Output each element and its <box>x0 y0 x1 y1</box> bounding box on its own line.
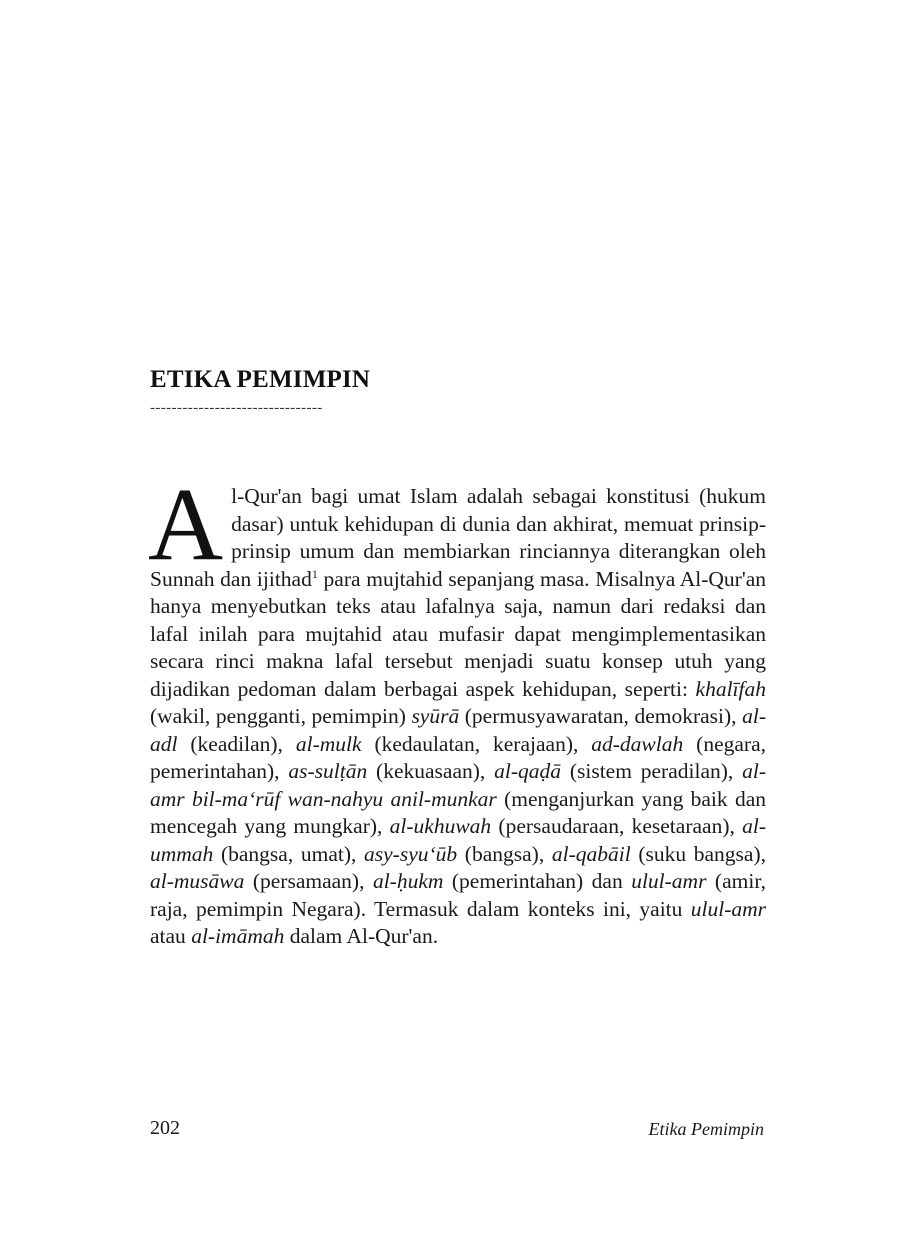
text-run: (sistem peradilan), <box>561 759 743 783</box>
running-head: Etika Pemimpin <box>648 1119 764 1139</box>
italic-term: asy-syu‘ūb <box>364 841 458 866</box>
italic-term: syūrā <box>411 704 460 728</box>
italic-term: ad-dawlah <box>591 731 684 756</box>
page-number: 202 <box>150 1117 180 1139</box>
text-run: l-Qur'an bagi umat Islam adalah sebagai konstitusi (hukum dasar) untuk kehidupan di dunia dan akhirat, memuat prinsip-prinsip umum dan membiarkan rinciannya diterangkan oleh Sunnah dan ijithad <box>150 484 766 591</box>
footnote-marker: 1 <box>311 566 318 581</box>
text-run: (kedaulatan, kerajaan), <box>361 731 592 756</box>
text-run: (suku bangsa), <box>630 841 766 866</box>
italic-term: as-sulṭān <box>288 759 368 783</box>
italic-term: al-imāmah <box>191 924 285 948</box>
italic-term: al-mulk <box>295 731 362 756</box>
italic-term: al-musāwa <box>150 869 245 893</box>
text-run: atau <box>150 924 192 948</box>
title-underline-rule: -------------------------------- <box>150 400 323 416</box>
italic-term: al-ukhuwah <box>389 814 492 838</box>
text-run: (negara, pemerintahan), <box>150 731 766 783</box>
text-run: (keadilan), <box>177 731 296 756</box>
text-run: (menganjurkan yang baik dan mencegah yang mungkar), <box>150 786 766 838</box>
drop-cap: A <box>148 467 224 582</box>
italic-term: al-qaḍā <box>494 759 561 783</box>
italic-term: al-adl <box>150 704 766 756</box>
text-run: (bangsa, umat), <box>213 841 365 866</box>
body-paragraph <box>148 467 767 951</box>
italic-term: ulul-amr <box>690 896 766 921</box>
paragraph-text <box>148 467 767 951</box>
text-run: dalam Al-Qur'an. <box>284 924 439 948</box>
text-run: (persaudaraan, kesetaraan), <box>491 814 743 838</box>
text-run: (amir, raja, pemimpin Negara). Termasuk dalam konteks ini, yaitu <box>150 869 767 921</box>
italic-term: al-ḥukm <box>372 869 444 893</box>
text-run: para mujtahid sepanjang masa. Misalnya Al-Qur'an hanya menyebutkan teks atau lafalnya saja, namun dari redaksi dan lafal inilah para mujtahid atau mufasir dapat mengimplementasikan secara rinci makna lafal tersebut menjadi suatu konsep utuh yang dijadikan pedoman dalam berbagai aspek kehidupan, seperti: <box>150 566 767 701</box>
italic-term: al-qabāil <box>551 841 631 866</box>
italic-term: khalīfah <box>695 676 766 701</box>
italic-term: ulul-amr <box>631 869 707 893</box>
text-run: (kekuasaan), <box>367 759 495 783</box>
italic-term: al-amr bil-ma‘rūf wan-nahyu anil-munkar <box>150 759 766 811</box>
text-run: (bangsa), <box>457 841 552 866</box>
text-run: (wakil, pengganti, pemimpin) <box>150 704 412 728</box>
chapter-title: ETIKA PEMIMPIN <box>150 366 371 393</box>
text-run: (permusyawaratan, demokrasi), <box>459 704 743 728</box>
text-run: (pemerintahan) dan <box>443 869 632 893</box>
italic-term: al-ummah <box>150 814 766 866</box>
text-run: (persamaan), <box>244 869 373 893</box>
